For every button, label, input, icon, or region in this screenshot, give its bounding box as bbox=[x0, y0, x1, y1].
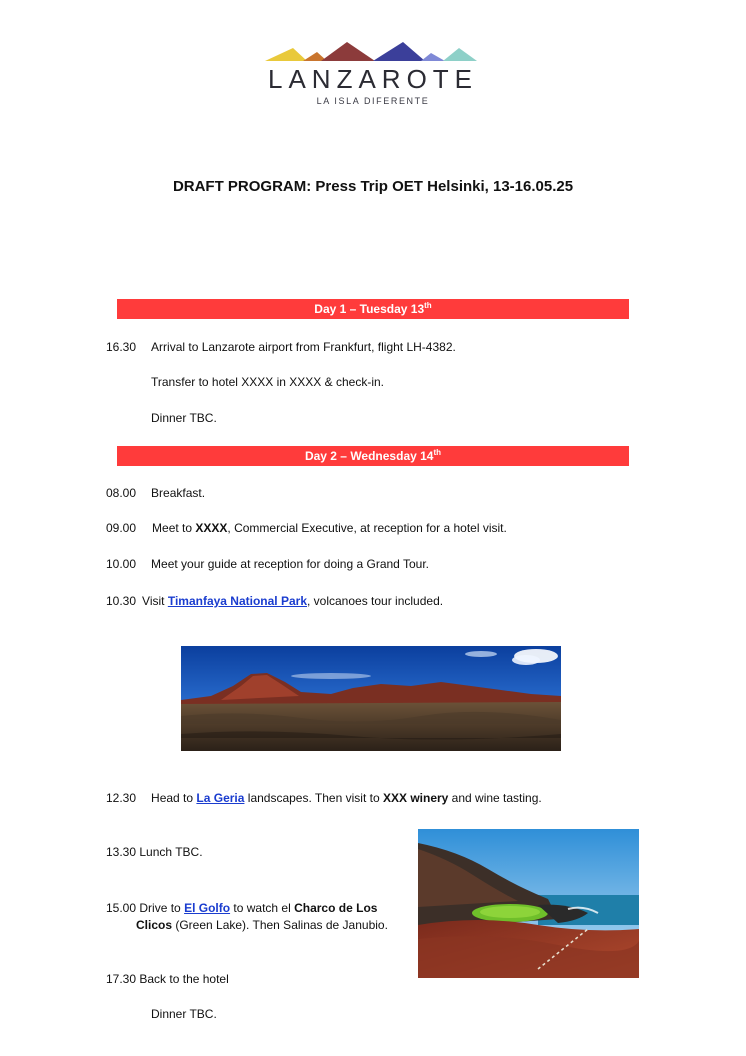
el-golfo-link[interactable]: El Golfo bbox=[184, 901, 231, 915]
lanzarote-logo bbox=[263, 40, 483, 62]
logo-peak-mint bbox=[443, 48, 477, 61]
la-geria-link[interactable]: La Geria bbox=[196, 791, 245, 805]
text: to watch el bbox=[230, 901, 295, 915]
text: , Commercial Executive, at reception for a hotel visit. bbox=[227, 521, 507, 535]
timanfaya-link[interactable]: Timanfaya National Park bbox=[167, 594, 307, 608]
day1-label-sup: th bbox=[424, 301, 432, 310]
day2-meet bbox=[106, 521, 507, 535]
el-golfo-photo bbox=[418, 829, 639, 978]
day2-breakfast bbox=[106, 486, 205, 500]
green-lake-name: Charco de Los bbox=[294, 901, 378, 915]
day2-golfo-cont bbox=[136, 918, 388, 932]
time: 12.30 bbox=[106, 791, 137, 805]
brand-tagline: LA ISLA DIFERENTE bbox=[316, 96, 430, 106]
day2-back bbox=[106, 972, 229, 986]
text: Visit bbox=[142, 594, 168, 608]
time: 10.30 bbox=[106, 594, 137, 608]
day2-geria bbox=[106, 791, 542, 805]
text: and wine tasting. bbox=[448, 791, 542, 805]
day2-timanfaya bbox=[106, 594, 443, 608]
day2-golfo bbox=[106, 901, 377, 915]
time: 09.00 bbox=[106, 521, 137, 535]
day1-header bbox=[117, 299, 629, 319]
time: 17.30 bbox=[106, 972, 137, 986]
time: 08.00 bbox=[106, 486, 137, 500]
time: 13.30 bbox=[106, 845, 137, 859]
text: Meet your guide at reception for doing a Grand Tour. bbox=[151, 557, 429, 571]
text: Back to the hotel bbox=[139, 972, 229, 986]
text: Arrival to Lanzarote airport from Frankfurt, flight LH-4382. bbox=[151, 340, 456, 354]
contact-name: XXXX bbox=[195, 521, 228, 535]
day2-guide bbox=[106, 557, 429, 571]
time: 16.30 bbox=[106, 340, 137, 354]
text: Meet to bbox=[152, 521, 196, 535]
text: , volcanoes tour included. bbox=[307, 594, 444, 608]
day2-lunch bbox=[106, 845, 203, 859]
logo-peak-yellow bbox=[265, 48, 307, 61]
day1-label: Day 1 – Tuesday 13 bbox=[314, 302, 425, 316]
page-title: DRAFT PROGRAM: Press Trip OET Helsinki, 13-16.05.25 bbox=[172, 178, 574, 195]
day1-arrival bbox=[106, 340, 456, 354]
brand-name: LANZAROTE bbox=[267, 64, 479, 94]
winery-name: XXX winery bbox=[382, 791, 449, 805]
time: 15.00 bbox=[106, 901, 137, 915]
text: (Green Lake). Then Salinas de Janubio. bbox=[172, 918, 388, 932]
day1-dinner: Dinner TBC. bbox=[151, 411, 217, 425]
timanfaya-photo bbox=[181, 646, 561, 751]
time: 10.00 bbox=[106, 557, 137, 571]
day2-label-sup: th bbox=[433, 448, 442, 457]
logo-peak-blue bbox=[373, 42, 425, 61]
logo-peak-brown bbox=[321, 42, 375, 61]
green-lake-name-cont: Clicos bbox=[136, 918, 173, 932]
text: Drive to bbox=[139, 901, 185, 915]
text: Lunch TBC. bbox=[139, 845, 203, 859]
text: landscapes. Then visit to bbox=[244, 791, 383, 805]
day2-header bbox=[117, 446, 629, 466]
day2-label: Day 2 – Wednesday 14 bbox=[304, 449, 434, 463]
day1-transfer: Transfer to hotel XXXX in XXXX & check-in. bbox=[151, 375, 384, 389]
text: Head to bbox=[151, 791, 197, 805]
day2-dinner: Dinner TBC. bbox=[151, 1007, 217, 1021]
logo-peak-lavender bbox=[421, 53, 445, 61]
text: Breakfast. bbox=[151, 486, 206, 500]
